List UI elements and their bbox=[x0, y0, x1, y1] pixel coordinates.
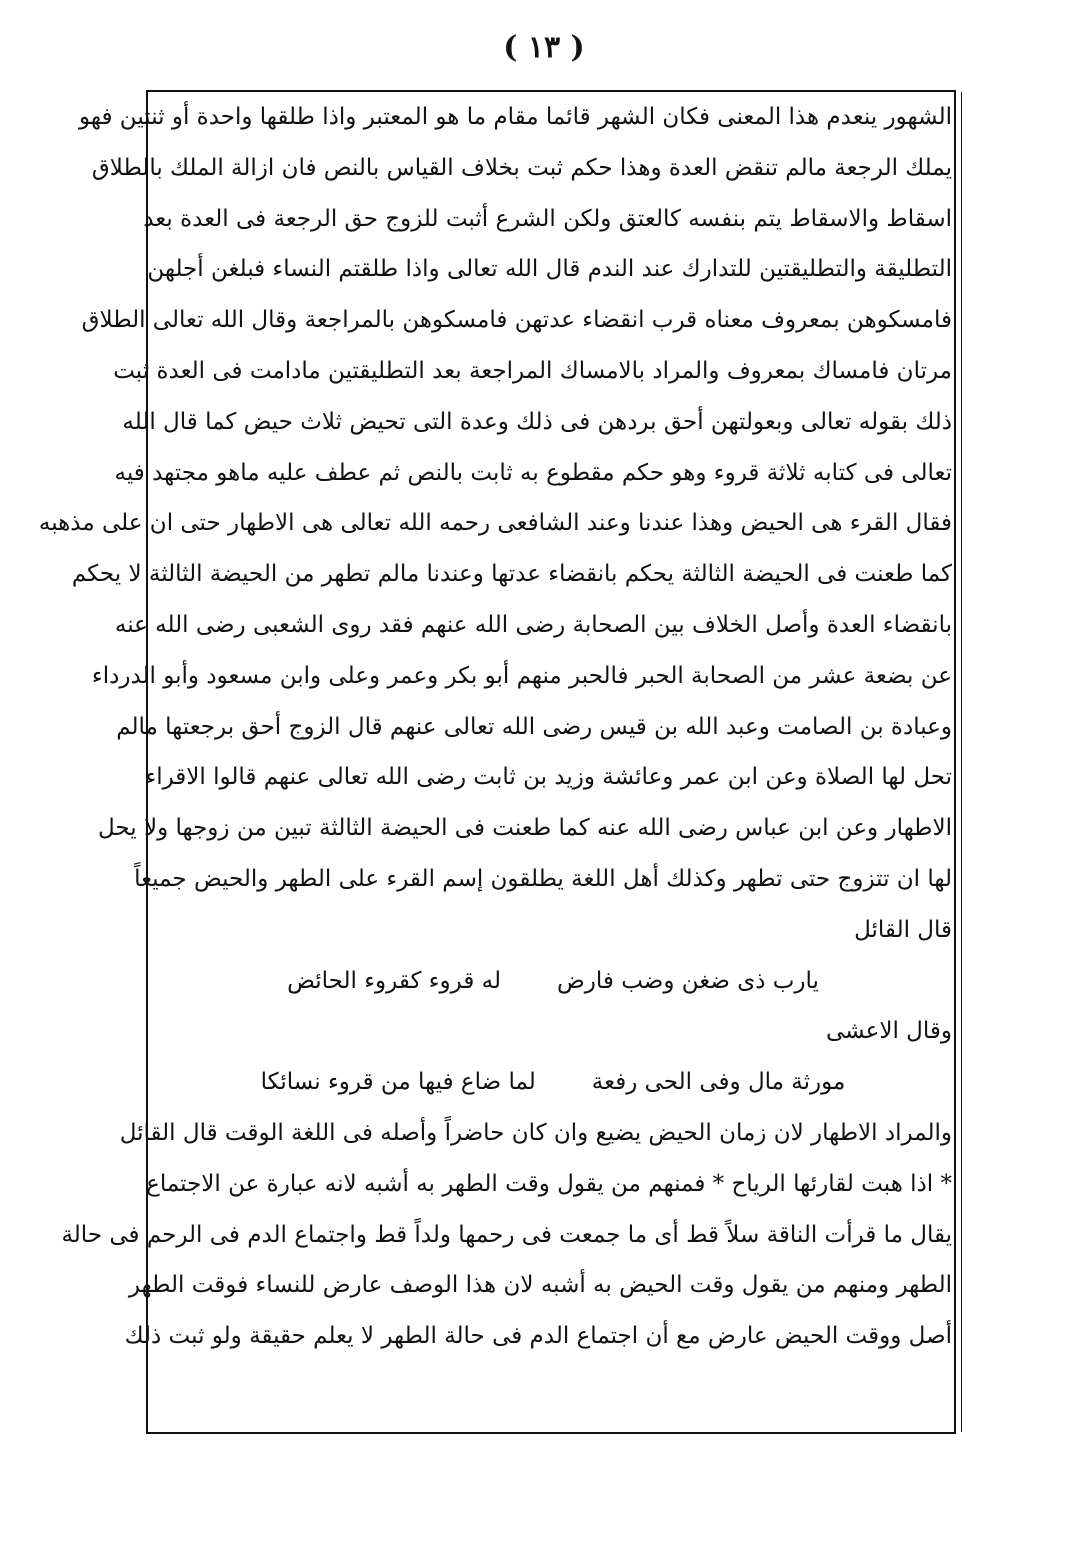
text-line: اسقاط والاسقاط يتم بنفسه كالعتق ولكن الشرع أثبت للزوج حق الرجعة فى العدة بعد bbox=[143, 205, 952, 232]
verse-line bbox=[150, 956, 956, 1007]
text-line: فامسكوهن بمعروف معناه قرب انقضاء عدتهن فامسكوهن بالمراجعة وقال الله تعالى الطلاق bbox=[81, 307, 952, 334]
text-line: تعالى فى كتابه ثلاثة قروء وهو حكم مقطوع به ثابت بالنص ثم عطف عليه ماهو مجتهد فيه bbox=[114, 459, 952, 486]
text-line: بانقضاء العدة وأصل الخلاف بين الصحابة رضى الله عنهم فقد روى الشعبى رضى الله عنه bbox=[114, 611, 952, 638]
verse-hemistich-first: يارب ذى ضغن وضب فارض bbox=[556, 967, 819, 994]
text-line: وعبادة بن الصامت وعبد الله بن قيس رضى الله تعالى عنهم قال الزوج أحق برجعتها مالم bbox=[116, 713, 952, 740]
verse-hemistich-second: لما ضاع فيها من قروء نسائكا bbox=[260, 1069, 536, 1096]
text-line: عن بضعة عشر من الصحابة الحبر فالحبر منهم أبو بكر وعمر وعلى وابن مسعود وأبو الدرداء bbox=[91, 662, 952, 689]
text-line: والمراد الاطهار لان زمان الحيض يضيع وان كان حاضراً وأصله فى اللغة الوقت قال القائل bbox=[119, 1119, 952, 1146]
text-line: يملك الرجعة مالم تنقض العدة وهذا حكم ثبت بخلاف القياس بالنص فان ازالة الملك بالطلاق bbox=[91, 154, 952, 181]
text-line: يقال ما قرأت الناقة سلاً قط أى ما جمعت فى رحمها ولداً قط واجتماع الدم فى الرحم فى حالة bbox=[61, 1221, 952, 1248]
text-line: ذلك بقوله تعالى وبعولتهن أحق بردهن فى ذلك وعدة التى تحيض ثلاث حيض كما قال الله bbox=[122, 408, 952, 435]
text-line: تحل لها الصلاة وعن ابن عمر وعائشة وزيد بن ثابت رضى الله تعالى عنهم قالوا الاقراء bbox=[145, 764, 952, 791]
text-line: مرتان فامساك بمعروف والمراد بالامساك المراجعة بعد التطليقتين مادامت فى العدة ثبت bbox=[113, 357, 952, 384]
verse-line bbox=[150, 1057, 956, 1108]
page-number: ( ١٣ ) bbox=[503, 30, 585, 65]
verse-hemistich-second: له قروء كقروء الحائض bbox=[287, 967, 501, 994]
text-line: * اذا هبت لقارئها الرياح * فمنهم من يقول وقت الطهر به أشبه لانه عبارة عن الاجتماع bbox=[146, 1170, 952, 1197]
verse-hemistich-first: مورثة مال وفى الحى رفعة bbox=[591, 1069, 846, 1096]
body-text bbox=[38, 92, 956, 1362]
text-line: التطليقة والتطليقتين للتدارك عند الندم قال الله تعالى واذا طلقتم النساء فبلغن أجلهن bbox=[147, 256, 952, 283]
text-line: فقال القرء هى الحيض وهذا عندنا وعند الشافعى رحمه الله تعالى هى الاطهار حتى ان على مذهبه bbox=[38, 510, 952, 537]
text-line: وقال الاعشى bbox=[825, 1018, 952, 1045]
text-line: كما طعنت فى الحيضة الثالثة يحكم بانقضاء عدتها وعندنا مالم تطهر من الحيضة الثالثة لا يحكم bbox=[71, 561, 952, 588]
text-line: أصل ووقت الحيض عارض مع أن اجتماع الدم فى حالة الطهر لا يعلم حقيقة ولو ثبت ذلك bbox=[124, 1323, 952, 1350]
text-line: قال القائل bbox=[854, 916, 952, 943]
text-line: الشهور ينعدم هذا المعنى فكان الشهر قائما مقام ما هو المعتبر واذا طلقها واحدة أو ثنتين فهو bbox=[79, 104, 952, 130]
text-line: الاطهار وعن ابن عباس رضى الله عنه كما طعنت فى الحيضة الثالثة تبين من زوجها ولا يحل bbox=[97, 815, 952, 842]
text-line: لها ان تتزوج حتى تطهر وكذلك أهل اللغة يطلقون إسم القرء على الطهر والحيض جميعاً bbox=[134, 865, 952, 892]
text-line: الطهر ومنهم من يقول وقت الحيض به أشبه لان هذا الوصف عارض للنساء فوقت الطهر bbox=[128, 1272, 952, 1299]
